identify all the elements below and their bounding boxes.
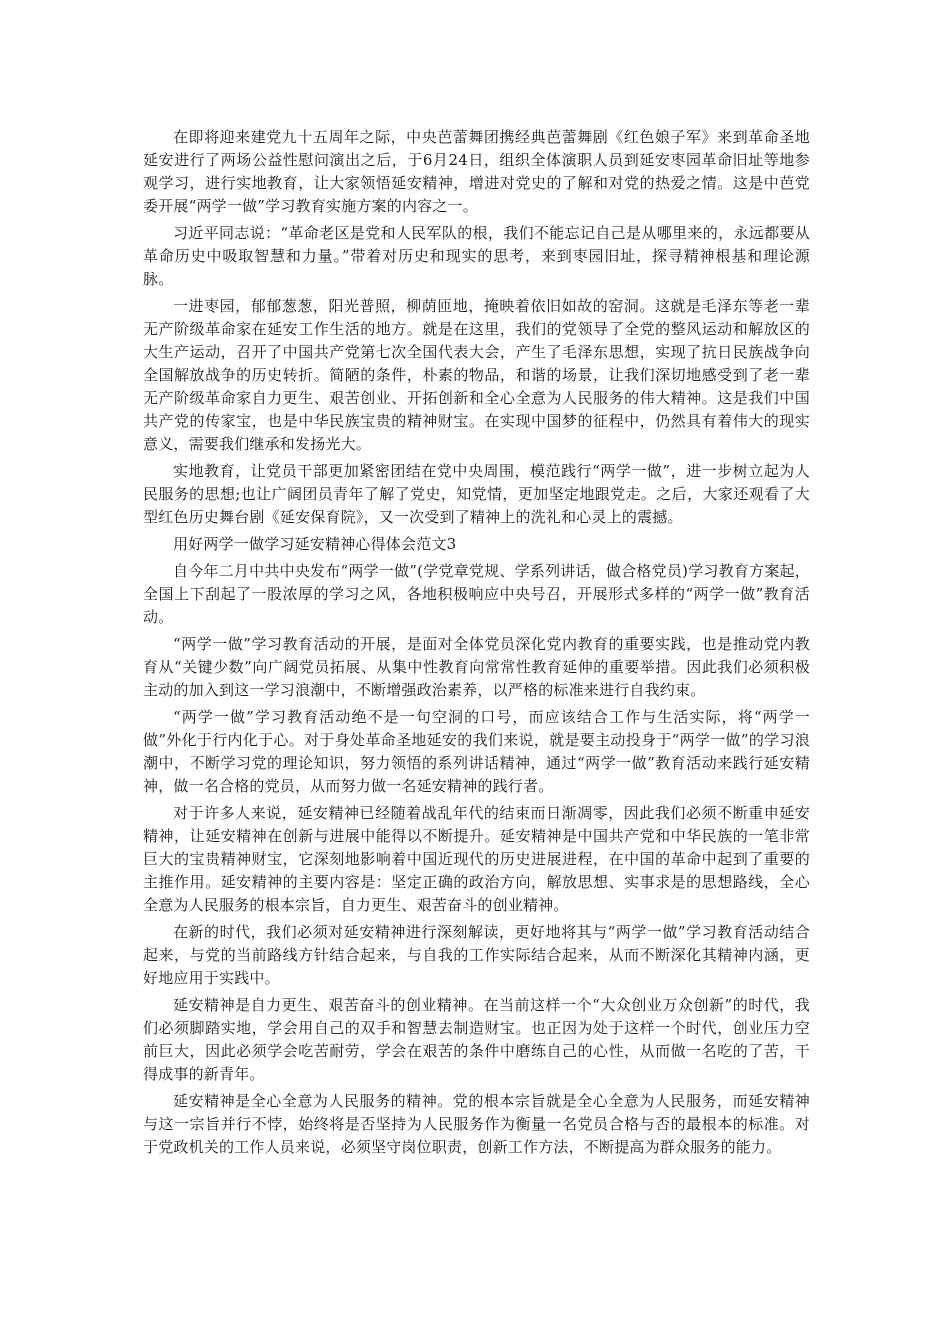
paragraph-yanan-spirit: 对于许多人来说，延安精神已经随着战乱年代的结束而日渐凋零，因此我们必须不断重申延安精神，让延安精神在创新与进展中能得以不断提升。延安精神是中国共产党和中华民族的一笔非常巨大的宝贵精神财宝，它深刻地影响着中国近现代的历史进展进程，在中国的革命中起到了重要的主推作用。延安精神的主要内容是：坚定正确的政治方向，解放思想、实事求是的思想路线，全心全意为人民服务的根本宗旨，自力更生、艰苦奋斗的创业精神。 — [143, 804, 810, 914]
paragraph-entrepreneurship: 延安精神是自力更生、艰苦奋斗的创业精神。在当前这样一个“大众创业万众创新”的时代，我们必须脚踏实地，学会用自己的双手和智慧去制造财宝。也正因为处于这样一个时代，创业压力空前巨大，因此必须学会吃苦耐劳，学会在艰苦的条件中磨练自己的心性，从而做一名吃的了苦，干得成事的新青年。 — [143, 996, 810, 1083]
paragraph-serve-people: 延安精神是全心全意为人民服务的精神。党的根本宗旨就是全心全意为人民服务，而延安精神与这一宗旨并行不悖，始终将是否坚持为人民服务作为衡量一名党员合格与否的最根本的标准。对于党政机关的工作人员来说，必须坚守岗位职责，创新工作方法，不断提高为群众服务的能力。 — [143, 1092, 810, 1156]
paragraph-campaign-importance: “两学一做”学习教育活动的开展，是面对全体党员深化党内教育的重要实践，也是推动党内教育从“关键少数”向广阔党员拓展、从集中性教育向常常性教育延伸的重要举措。因此我们必须积极主动的加入到这一学习浪潮中，不断增强政治素养，以严格的标准来进行自我约束。 — [143, 635, 810, 699]
paragraph-campaign-start: 自今年二月中共中央发布“两学一做”(学党章党规、学系列讲话，做合格党员)学习教育方案起，全国上下刮起了一股浓厚的学习之风，各地积极响应中央号召，开展形式多样的“两学一做”教育活动。 — [143, 562, 810, 626]
paragraph-quote: 习近平同志说：“革命老区是党和人民军队的根，我们不能忘记自己是从哪里来的，永远都要从革命历史中吸取智慧和力量。”带着对历史和现实的思考，来到枣园旧址，探寻精神根基和理论源脉。 — [143, 224, 810, 288]
section-heading: 用好两学一做学习延安精神心得体会范文3 — [173, 535, 457, 553]
paragraph-intro: 在即将迎来建党九十五周年之际，中央芭蕾舞团携经典芭蕾舞剧《红色娘子军》来到革命圣地延安进行了两场公益性慰问演出之后，于6月24日，组织全体演职人员到延安枣园革命旧址等地参观学习，进行实地教育，让大家领悟延安精神，增进对党史的了解和对党的热爱之情。这是中芭党委开展“两学一做”学习教育实施方案的内容之一。 — [143, 128, 810, 215]
paragraph-campaign-practice: “两学一做”学习教育活动绝不是一句空洞的口号，而应该结合工作与生活实际，将“两学一做”外化于行内化于心。对于身处革命圣地延安的我们来说，就是要主动投身于“两学一做”的学习浪潮中，不断学习党的理论知识，努力领悟的系列讲话精神，通过“两学一做”教育活动来践行延安精神，做一名合格的党员，从而努力做一名延安精神的践行者。 — [143, 708, 810, 795]
paragraph-zaoyuan: 一进枣园，郁郁葱葱，阳光普照，柳荫匝地，掩映着依旧如故的窑洞。这就是毛泽东等老一辈无产阶级革命家在延安工作生活的地方。就是在这里，我们的党领导了全党的整风运动和解放区的大生产运动，召开了中国共产党第七次全国代表大会，产生了毛泽东思想，实现了抗日民族战争向全国解放战争的历史转折。简陋的条件，朴素的物品，和谐的场景，让我们深切地感受到了老一辈无产阶级革命家自力更生、艰苦创业、开拓创新和全心全意为人民服务的伟大精神。这是我们中国共产党的传家宝，也是中华民族宝贵的精神财宝。在实现中国梦的征程中，仍然具有着伟大的现实意义，需要我们继承和发扬光大。 — [143, 297, 810, 453]
paragraph-new-era: 在新的时代，我们必须对延安精神进行深刻解读，更好地将其与“两学一做”学习教育活动结合起来，与党的当前路线方针结合起来，与自我的工作实际结合起来，从而不断深化其精神内涵，更好地应用于实践中。 — [143, 923, 810, 987]
paragraph-field-education: 实地教育，让党员干部更加紧密团结在党中央周围，模范践行“两学一做”，进一步树立起为人民服务的思想;也让广阔团员青年了解了党史，知党情，更加坚定地跟党走。之后，大家还观看了大型红色历史舞台剧《延安保育院》，又一次受到了精神上的洗礼和心灵上的震撼。 — [143, 462, 810, 526]
document-page — [143, 126, 810, 1163]
